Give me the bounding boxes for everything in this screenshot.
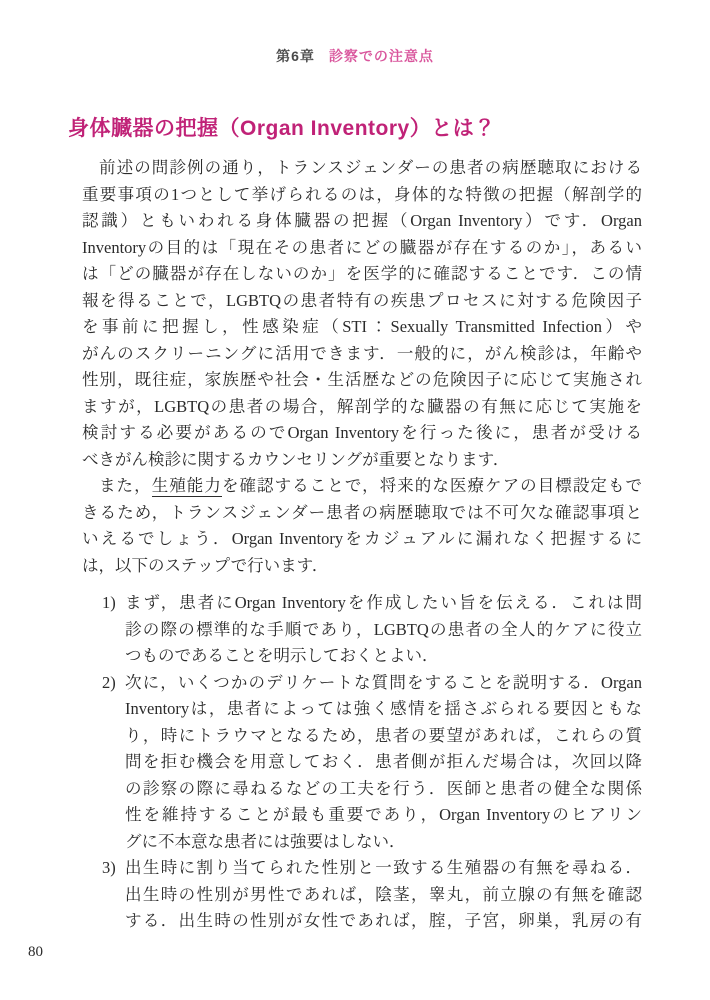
paragraph-line: を事前に把握し，性感染症（STI：Sexually Transmitted Infection）や [82,317,642,336]
step-line: り，時にトラウマとなるため，患者の要望があれば，これらの質 [125,725,642,745]
paragraph-line: Inventoryの目的は「現在その患者にどの臓器が存在するのか」，あるい [82,237,642,257]
step-line: まず，患者にOrgan Inventoryを作成したい旨を伝える．これは問 [125,593,642,612]
paragraph-line: がんのスクリーニングに活用できます．一般的に，がん検診は，年齢や [82,343,642,363]
step-lines [125,670,642,856]
paragraph-line: 性別，既往症，家族歴や社会・生活歴などの危険因子に応じて実施され [82,370,642,389]
step-marker: 2) [102,672,116,692]
chapter-number: 第6章 [276,48,315,64]
paragraph-line: きるため，トランスジェンダー患者の病歴聴取では不可欠な確認事項と [82,502,642,522]
paragraph-line: 認識）ともいわれる身体臓器の把握（Organ Inventory）です．Organ [82,211,642,230]
step-item [102,590,642,670]
step-line: 診の際の標準的な手順であり，LGBTQの患者の全人的ケアに役立 [125,619,642,639]
paragraph-line: 重要事項の1つとして挙げられるのは，身体的な特徴の把握（解剖学的 [82,184,642,204]
chapter-header [0,46,710,66]
step-line: 性を維持することが最も重要であり，Organ Inventoryのヒアリン [125,805,642,824]
step-line: する．出生時の性別が女性であれば，腟，子宮，卵巣，乳房の有 [125,911,642,930]
paragraph-line: ますが，LGBTQの患者の場合，解剖学的な臓器の有無に応じて実施を [82,396,642,416]
chapter-section-title: 診察での注意点 [328,48,434,64]
page-number: 80 [28,944,43,960]
paragraph-line: は，以下のステップで行います． [82,555,329,575]
paragraph-line: は「どの臓器が存在しないのか」を医学的に確認することです．この情 [82,264,642,283]
paragraph-line: 前述の問診例の通り，トランスジェンダーの患者の病歴聴取における [99,158,642,177]
step-line: 出生時の性別が男性であれば，陰茎，睾丸，前立腺の有無を確認 [125,884,642,904]
step-line: つものであることを明示しておくとよい． [125,646,439,665]
paragraph-line: べきがん検診に関するカウンセリングが重要となります． [82,449,510,469]
steps-list [102,590,642,935]
step-marker: 3) [102,858,116,877]
step-line: Inventoryは，患者によっては強く感情を揺さぶられる要因ともな [125,699,642,718]
step-lines [125,590,642,670]
paragraph-line: いえるでしょう．Organ Inventoryをカジュアルに漏れなく把握するに [82,529,642,548]
step-line: 問を拒む機会を用意しておく．患者側が拒んだ場合は，次回以降 [125,752,642,771]
body-paragraphs [82,155,642,579]
section-heading: 身体臓器の把握（Organ Inventory）とは？ [68,117,496,140]
step-item [102,670,642,856]
step-lines [125,855,642,935]
step-marker: 1) [102,593,116,612]
step-line: 出生時に割り当てられた性別と一致する生殖器の有無を尋ねる． [125,858,642,877]
step-line: の診察の際に尋ねるなどの工夫を行う．医師と患者の健全な関係 [125,778,642,798]
step-line: 次に，いくつかのデリケートな質問をすることを説明する．Organ [125,672,642,692]
paragraph-line: 検討する必要があるのでOrgan Inventoryを行った後に，患者が受ける [82,423,642,442]
paragraph-line [82,473,642,500]
step-line: グに不本意な患者には強要はしない． [125,831,406,851]
underlined-term: 生殖能力 [151,476,222,495]
text-segment: を確認することで，将来的な医療ケアの目標設定もで [221,476,642,495]
paragraph-line: 報を得ることで，LGBTQの患者特有の疾患プロセスに対する危険因子 [82,290,642,310]
step-item [102,855,642,935]
text-segment: また， [99,476,152,495]
